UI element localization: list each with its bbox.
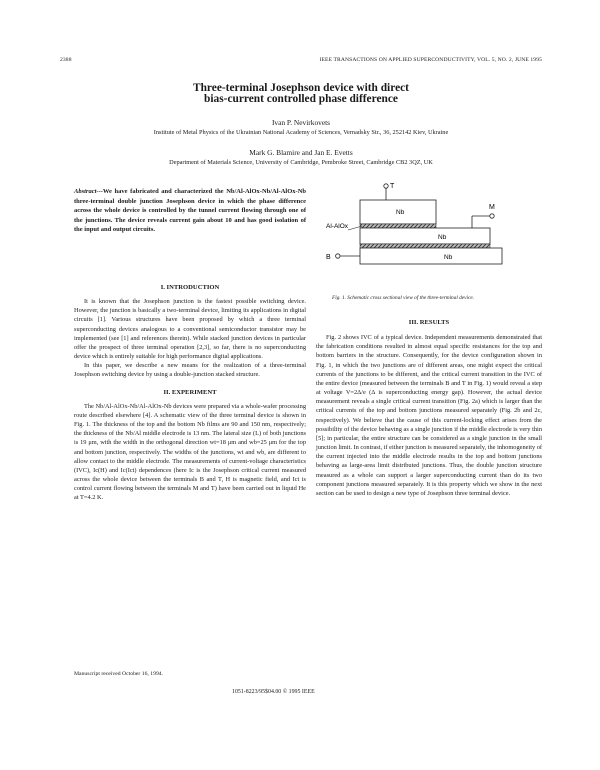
terminal-b-marker bbox=[336, 254, 340, 258]
copyright-footer: 1051-8223/95$04.00 © 1995 IEEE bbox=[232, 689, 315, 695]
bottom-barrier bbox=[360, 244, 490, 248]
abstract-label: Abstract bbox=[74, 188, 97, 195]
terminal-m-marker bbox=[490, 214, 494, 218]
figure-1-caption: Fig. 1. Schematic cross sectional view of the three-terminal device. bbox=[332, 295, 474, 301]
author-line-2: Mark G. Blamire and Jan E. Evetts bbox=[249, 148, 353, 157]
title-line-1: Three-terminal Josephson device with direct bbox=[193, 82, 409, 94]
terminal-m-label: M bbox=[489, 204, 495, 211]
section-introduction-heading: I. INTRODUCTION bbox=[160, 284, 220, 291]
results-paragraph-1: Fig. 2 shows IVC of a typical device. Independent measurements demonstrated that the fabrication conditions resulted in almost equal specific resistances for the top and bottom barriers in the structure. Consequently, for the device configuration shown in Fig. 1, in which the two junctions are of different areas, one might expect the critical currents of the junctions to be different, and the critical current transition in the IVC of the entire device (measured between the terminals B and T in Fig. 1) would reveal a step at voltage V=2Δ/e (Δ is superconducting energy gap). However, the actual device measurement reveals a single critical current transition (Fig. 2a) which is larger than the critical currents of the top and bottom junctions measured separately (Fig. 2b and 2c, respectively). We believe that the cause of this current-locking effect arises from the possibility of the device behaving as a single junction if the middle electrode is very thin [5]; in particular, the entire structure can be considered as a single junction in the small junction limit. In contrast, if either junction is measured separately, the inhomogeneity of the current injected into the middle electrode results in the top and bottom junctions behaving as large-area limit distributed junctions. Thus, the double junction structure measured as a whole can support a larger superconducting current than do its two component junctions measured separately. It is this property which we show in the next section can be used to design a new type of Josephson three terminal device. bbox=[316, 334, 542, 497]
abstract-text: ---We have fabricated and characterized the Nb/Al-AlOx-Nb/Al-AlOx-Nb three-terminal double junction Josephson device in which the phase difference across the whole device is controlled by the tunnel current flowing through one of the junctions. The device reveals current gain about 10 and has good isolation of the input and output circuits. bbox=[74, 188, 306, 234]
middle-nb-label: Nb bbox=[438, 234, 447, 241]
top-nb-label: Nb bbox=[396, 209, 405, 216]
middle-nb-layer bbox=[360, 228, 490, 244]
left-column bbox=[74, 283, 306, 502]
intro-paragraph-2: In this paper, we describe a new means for the realization of a three-terminal Josephson switching device by using a double-junction stacked structure. bbox=[74, 362, 306, 379]
section-results-heading: III. RESULTS bbox=[408, 319, 450, 326]
journal-header: IEEE TRANSACTIONS ON APPLIED SUPERCONDUCTIVITY, VOL. 5, NO. 2, JUNE 1995 bbox=[319, 57, 542, 63]
abstract bbox=[74, 187, 306, 235]
title-line-2: bias-current controlled phase difference bbox=[204, 93, 398, 105]
experiment-paragraph-1: The Nb/Al-AlOx-Nb/Al-AlOx-Nb devices were prepared via a whole-wafer processing route described elsewhere [4]. A schematic view of the three terminal device is shown in Fig. 1. The thickness of the top and the bottom Nb films are 90 and 150 nm, respectively; the thickness of the Nb/Al middle electrode is 13 nm. The lateral size (L) of both junctions is 19 μm, with the width in the orthogonal direction wt=18 μm and wb=25 μm for the top and bottom junction, respectively. The widths of the junctions, wt and wb, are different to allow contact to the middle electrode. The measurements of current-voltage characteristics (IVC), Ic(H) and Ic(Ict) dependences (here Ic is the Josephson critical current measured across the whole device between the terminals B and T, H is magnetic field, and Ict is control current flowing between the terminals M and T) have been carried out in liquid He at T=4.2 K. bbox=[74, 402, 306, 502]
affiliation-2: Department of Materials Science, University of Cambridge, Pembroke Street, Cambridge CB2 3QZ, UK bbox=[169, 159, 433, 166]
author-line-1: Ivan P. Nevirkovets bbox=[271, 118, 331, 127]
terminal-t-marker bbox=[384, 184, 388, 188]
right-column bbox=[316, 318, 542, 498]
intro-paragraph-1: It is known that the Josephson junction is the fastest possible switching device. However, the junction is basically a two-terminal device, limiting its applications in digital circuits [1]. Various structures have been proposed by which a three terminal superconducting devices analogous to a conventional semiconductor transistor may be implemented (see [1] and references therein). While stacked junction devices in particular offer the prospect of three terminal operation [2,3], so far, there is no superconducting device which is entirely suitable for high performance digital applications. bbox=[74, 298, 306, 361]
top-barrier bbox=[360, 224, 436, 228]
page-number: 2388 bbox=[60, 57, 72, 63]
terminal-b-label: B bbox=[326, 254, 331, 261]
bottom-nb-layer bbox=[360, 248, 502, 264]
affiliation-1: Institute of Metal Physics of the Ukrainian National Academy of Sciences, Vernadsky Str., 36, 252142 Kiev, Ukraine bbox=[153, 129, 449, 136]
terminal-t-label: T bbox=[390, 183, 395, 190]
section-experiment-heading: II. EXPERIMENT bbox=[163, 388, 217, 396]
figure-1-schematic bbox=[326, 180, 536, 290]
received-footnote: Manuscript received October 16, 1994. bbox=[74, 671, 164, 677]
al-alox-label: Al-AlOx bbox=[326, 223, 349, 230]
paper-title bbox=[60, 83, 542, 105]
bottom-nb-label: Nb bbox=[444, 254, 453, 261]
